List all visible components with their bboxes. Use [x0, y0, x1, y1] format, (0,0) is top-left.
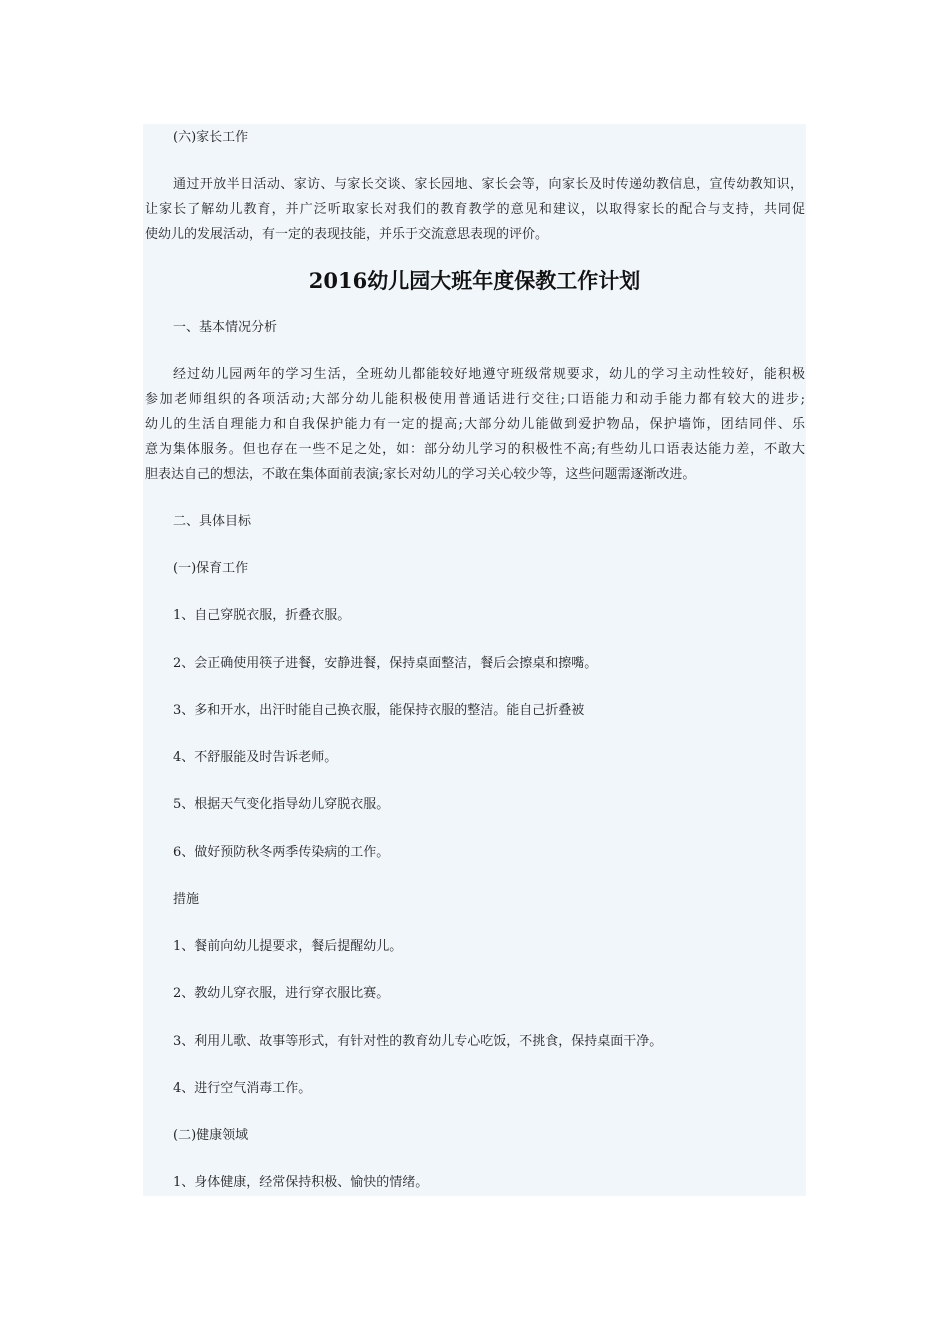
document-content — [143, 124, 806, 1196]
measure-item: 4、进行空气消毒工作。 — [173, 1081, 312, 1096]
parents-work-heading: (六)家长工作 — [173, 130, 249, 145]
measure-item: 1、餐前向幼儿提要求，餐后提醒幼儿。 — [173, 939, 403, 954]
measure-item: 3、利用儿歌、故事等形式，有针对性的教育幼儿专心吃饭，不挑食，保持桌面干净。 — [173, 1034, 663, 1049]
basic-analysis-paragraph-line: 参加老师组织的各项活动;大部分幼儿能积极使用普通话进行交往;口语能力和动手能力都有较大的进步; — [145, 392, 805, 407]
care-item: 1、自己穿脱衣服，折叠衣服。 — [173, 608, 351, 623]
health-item: 1、身体健康，经常保持积极、愉快的情绪。 — [173, 1175, 429, 1190]
care-work-heading: (一)保育工作 — [173, 561, 249, 576]
measures-heading: 措施 — [173, 892, 200, 907]
specific-goals-heading: 二、具体目标 — [173, 514, 252, 529]
health-domain-heading: (二)健康领域 — [173, 1128, 249, 1143]
measure-item: 2、教幼儿穿衣服，进行穿衣服比赛。 — [173, 986, 390, 1001]
care-item: 4、不舒服能及时告诉老师。 — [173, 750, 338, 765]
document-title: 2016幼儿园大班年度保教工作计划 — [308, 268, 641, 293]
basic-analysis-paragraph-line: 意为集体服务。但也存在一些不足之处，如：部分幼儿学习的积极性不高;有些幼儿口语表达能力差，不敢大 — [145, 442, 805, 457]
care-item: 2、会正确使用筷子进餐，安静进餐，保持桌面整洁，餐后会擦桌和擦嘴。 — [173, 656, 598, 671]
care-item: 6、做好预防秋冬两季传染病的工作。 — [173, 845, 390, 860]
basic-analysis-heading: 一、基本情况分析 — [173, 320, 278, 335]
care-item: 5、根据天气变化指导幼儿穿脱衣服。 — [173, 797, 390, 812]
basic-analysis-paragraph-line: 胆表达自己的想法，不敢在集体面前表演;家长对幼儿的学习关心较少等，这些问题需逐渐改进。 — [145, 467, 696, 482]
parents-work-paragraph-line: 使幼儿的发展活动，有一定的表现技能，并乐于交流意思表现的评价。 — [145, 227, 549, 242]
parents-work-paragraph-line: 通过开放半日活动、家访、与家长交谈、家长园地、家长会等，向家长及时传递幼教信息，宣传幼教知识， — [173, 177, 803, 192]
parents-work-paragraph-line: 让家长了解幼儿教育，并广泛听取家长对我们的教育教学的意见和建议，以取得家长的配合与支持，共同促 — [145, 202, 805, 217]
basic-analysis-paragraph-line: 幼儿的生活自理能力和自我保护能力有一定的提高;大部分幼儿能做到爱护物品，保护墙饰，团结同伴、乐 — [145, 417, 805, 432]
care-item: 3、多和开水，出汗时能自己换衣服，能保持衣服的整洁。能自己折叠被 — [173, 703, 585, 718]
basic-analysis-paragraph-line: 经过幼儿园两年的学习生活，全班幼儿都能较好地遵守班级常规要求，幼儿的学习主动性较好，能积极 — [173, 367, 805, 382]
